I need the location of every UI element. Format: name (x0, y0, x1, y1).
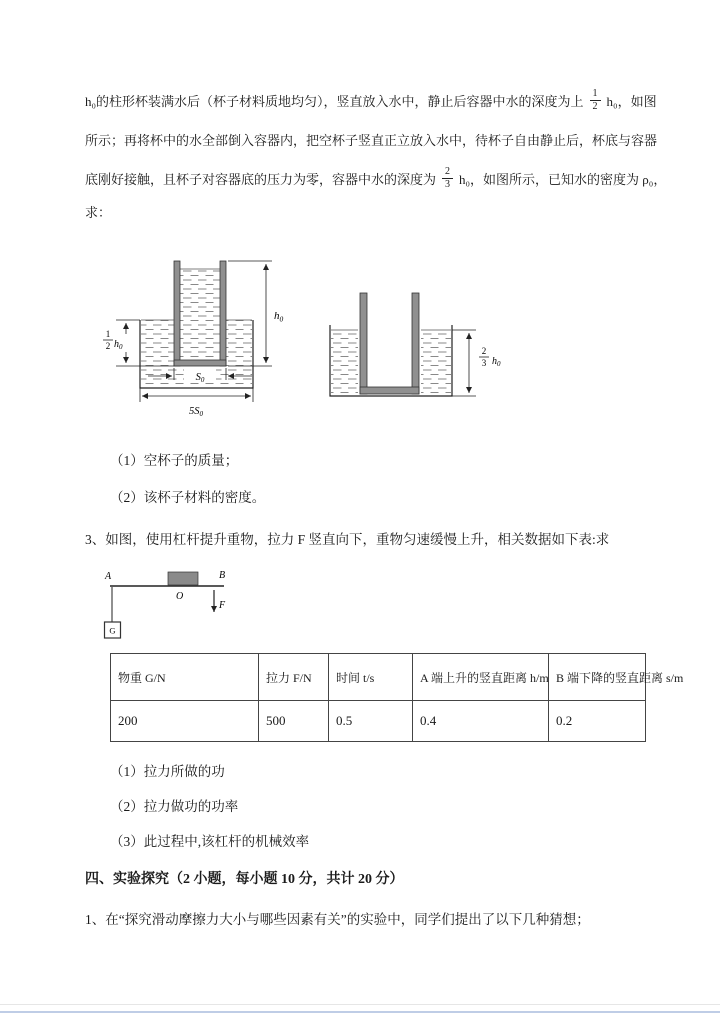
fraction-two-thirds: $\frac{2}{3}$ (442, 166, 453, 191)
intro-line-3 (85, 158, 667, 198)
q3-stem: 3、如图，使用杠杆提升重物，拉力 F 竖直向下，重物匀速缓慢上升，相关数据如下表:求 (85, 532, 610, 547)
intro-line-1-post: h₀，如图 (606, 93, 657, 109)
cell-weight: 200 (111, 701, 259, 742)
intro-line-2: 所示；再将杯中的水全部倒入容器内，把空杯子竖直正立放入水中，待杯子自由静止后，杯底与容器 (85, 132, 658, 148)
two-thirds-h0-label: $h_0$ (492, 356, 501, 368)
q2-item-2: （2）该杯子材料的密度。 (110, 490, 266, 505)
intro-line-3-pre: 底刚好接触，且杯子对容器底的压力为零，容器中水的深度为 (85, 171, 437, 187)
weight-g-label: G (109, 625, 116, 636)
table-header-weight: 物重 G/N (111, 654, 259, 701)
five-s0-annotation (140, 388, 253, 402)
problem-intro (85, 80, 667, 224)
two-thirds-denominator: 3 (481, 358, 487, 368)
table-header-force: 拉力 F/N (259, 654, 329, 701)
fraction-one-half: $\frac{1}{2}$ (590, 88, 601, 113)
lever-data-table (110, 653, 684, 742)
half-numerator: 1 (105, 329, 111, 339)
lever-point-a-label: A (105, 571, 112, 582)
cell-time: 0.5 (329, 701, 413, 742)
intro-line-3-post: h₀，如图所示，已知水的密度为 ρ₀， (459, 171, 667, 187)
table-header-fall-b: B 端下降的竖直距离 s/m (549, 654, 646, 701)
table-data-row (111, 701, 646, 742)
q3-item-3: （3）此过程中,该杠杆的机械效率 (110, 834, 310, 849)
lever-fulcrum-o-label: O (176, 591, 184, 602)
section-4-question-1: 1、在“探究滑动摩擦力大小与哪些因素有关”的实验中，同学们提出了以下几种猜想； (85, 912, 590, 927)
water-inside-cup (180, 269, 220, 360)
section-4-heading: 四、实验探究（2 小题，每小题 10 分，共计 20 分） (85, 872, 404, 887)
intro-line-1-pre: h₀的柱形杯装满水后（杯子材料质地均匀），竖直放入水中，静止后容器中水的深度为上 (85, 93, 584, 109)
footer-divider-gray (0, 1004, 720, 1005)
intro-line-4: 求： (85, 204, 112, 220)
half-h0-label: $h_0$ (114, 339, 123, 351)
two-thirds-numerator: 2 (481, 346, 487, 356)
two-thirds-h0-annotation (452, 330, 476, 396)
figure-empty-cup (330, 291, 501, 396)
five-s0-label: 5S0 (189, 406, 203, 418)
footer-divider-blue (0, 1011, 720, 1013)
q3-item-2: （2）拉力做功的功率 (110, 799, 239, 814)
figure-floating-cup (103, 261, 284, 418)
lever-support-block (168, 572, 198, 585)
q3-item-1: （1）拉力所做的功 (110, 764, 225, 779)
cell-fall-b: 0.2 (549, 701, 646, 742)
lever-point-b-label: B (219, 570, 226, 581)
cell-rise-a: 0.4 (413, 701, 549, 742)
intro-line-1 (85, 80, 660, 120)
table-header-time: 时间 t/s (329, 654, 413, 701)
lever-diagram (102, 566, 252, 648)
water-cup-diagram (100, 228, 520, 423)
half-denominator: 2 (105, 341, 111, 351)
q2-item-1: （1）空杯子的质量； (110, 453, 239, 468)
lever-data-table-wrap (110, 653, 684, 742)
table-header-rise-a: A 端上升的竖直距离 h/m (413, 654, 549, 701)
s0-label: S0 (195, 372, 205, 384)
table-header-row (111, 654, 646, 701)
force-f-label: F (219, 600, 226, 611)
h0-label: $h_0$ (274, 310, 284, 324)
cell-force: 500 (259, 701, 329, 742)
